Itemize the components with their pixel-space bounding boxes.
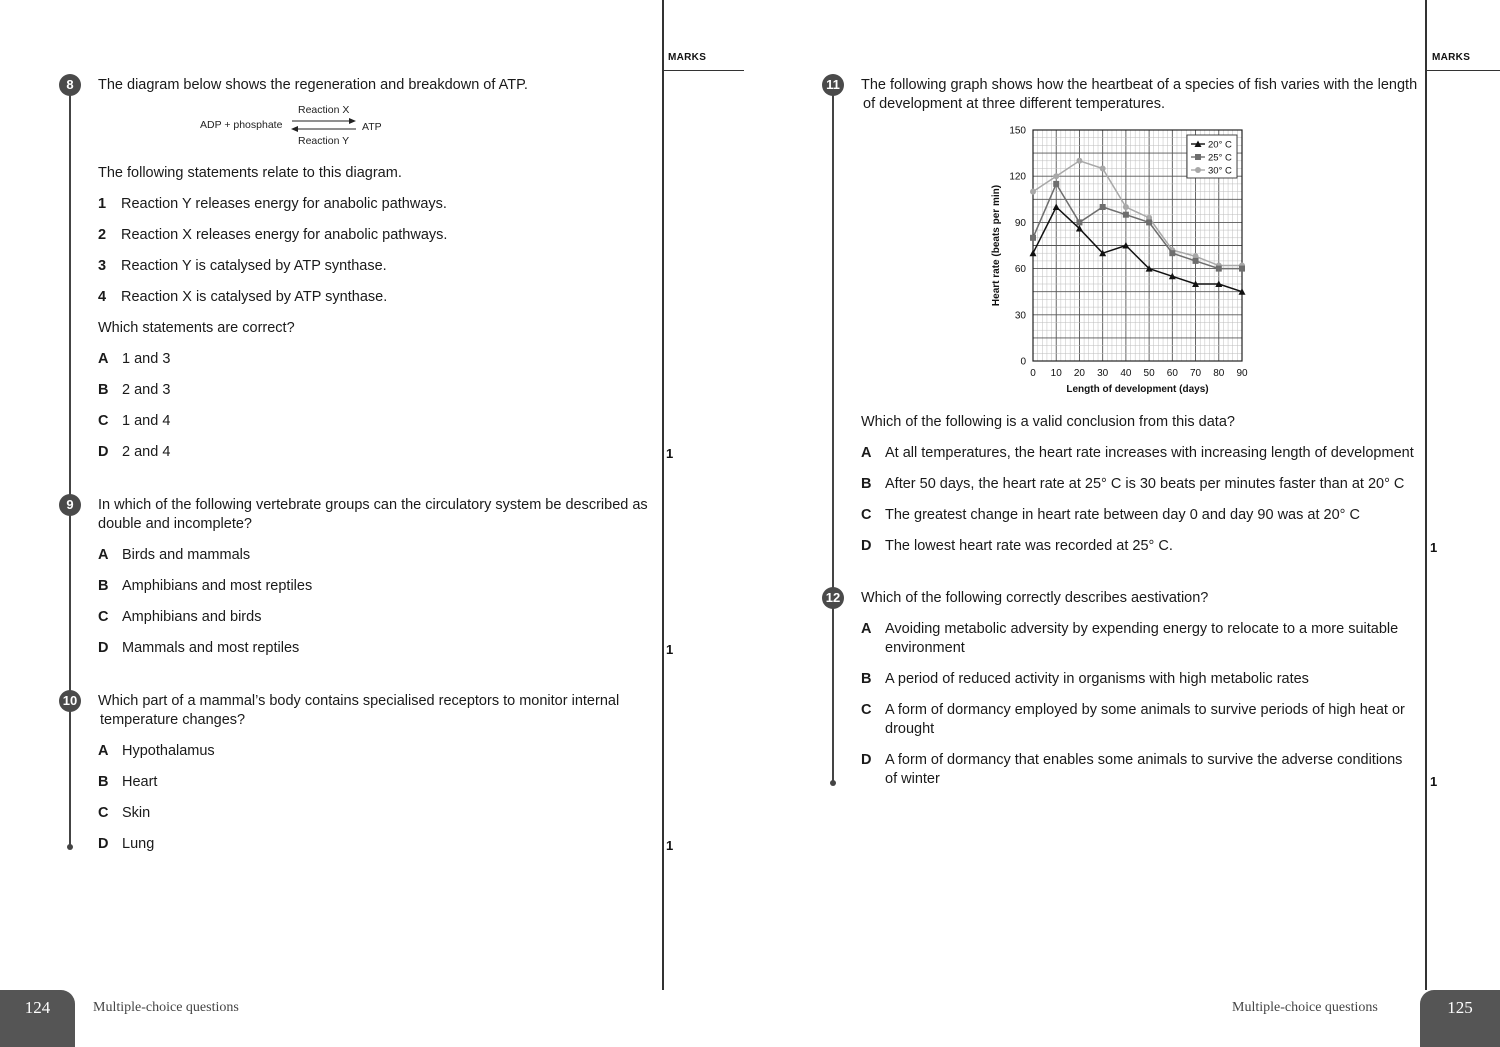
series-line [1033, 184, 1242, 269]
option-letter: D [98, 444, 109, 460]
q11-question: Which of the following is a valid conclusion from this data? [861, 414, 1235, 430]
option-letter: D [861, 538, 872, 554]
q11-marks: 1 [1430, 540, 1438, 555]
question-number-10: 10 [59, 690, 81, 712]
statement-number: 3 [98, 258, 107, 274]
marks-header-right: MARKS [1432, 52, 1471, 63]
data-point [1076, 158, 1082, 164]
data-point [1076, 219, 1082, 225]
option-text: Hypothalamus [122, 743, 215, 759]
right-page-number: 125 [1420, 990, 1500, 1047]
data-point [1053, 173, 1059, 179]
option-text-line2: drought [885, 721, 935, 737]
q8-stem: The diagram below shows the regeneration and breakdown of ATP. [98, 77, 528, 93]
legend-label: 20° C [1208, 139, 1232, 151]
data-point [1100, 166, 1106, 172]
option-text: The greatest change in heart rate between day 0 and day 90 was at 20° C [885, 507, 1360, 523]
series-line [1033, 207, 1242, 292]
option-text: The lowest heart rate was recorded at 25° C. [885, 538, 1173, 554]
option-letter: D [98, 836, 109, 852]
option-letter: C [861, 702, 872, 718]
option-letter: B [98, 774, 109, 790]
option-text-line1: Avoiding metabolic adversity by expending energy to relocate to a more suitable [885, 621, 1399, 637]
option-text: Lung [122, 836, 155, 852]
q8-lead: The following statements relate to this diagram. [98, 165, 402, 181]
option-letter: C [98, 805, 109, 821]
diagram-top-label: Reaction X [298, 104, 350, 116]
option-letter: A [98, 351, 109, 367]
option-letter: D [98, 640, 109, 656]
statement-text: Reaction X releases energy for anabolic pathways. [121, 227, 448, 243]
left-page-number: 124 [0, 990, 75, 1047]
option-letter: B [861, 476, 872, 492]
x-tick-label: 0 [1030, 368, 1036, 379]
diagram-left-label: ADP + phosphate [200, 119, 283, 131]
option-text: Amphibians and most reptiles [122, 578, 313, 594]
option-text-line2: environment [885, 640, 965, 656]
data-point [1239, 266, 1245, 272]
question-number-11: 11 [822, 74, 844, 96]
q10-marks: 1 [666, 838, 674, 853]
option-text: At all temperatures, the heart rate increases with increasing length of development [885, 445, 1414, 461]
statement-number: 1 [98, 196, 107, 212]
diagram-bottom-label: Reaction Y [298, 135, 350, 147]
option-text: 1 and 4 [122, 413, 171, 429]
left-spine-end-dot [67, 844, 73, 850]
option-letter: A [98, 743, 109, 759]
chart-y-axis-label: Heart rate (beats per min) [991, 184, 1002, 307]
option-text: After 50 days, the heart rate at 25° C is 30 beats per minutes faster than at 20° C [885, 476, 1405, 492]
q11-stem-line2: of development at three different temperatures. [863, 96, 1165, 112]
option-text: 2 and 3 [122, 382, 171, 398]
x-tick-label: 70 [1189, 368, 1202, 379]
option-letter: C [861, 507, 872, 523]
option-letter: A [98, 547, 109, 563]
marks-header-rule-left [663, 70, 744, 71]
legend-swatch-marker [1195, 167, 1201, 173]
legend-label: 30° C [1208, 165, 1232, 177]
x-tick-label: 10 [1050, 368, 1062, 379]
question-number-8: 8 [59, 74, 81, 96]
option-text: 2 and 4 [122, 444, 171, 460]
left-marks-column-divider [662, 0, 664, 990]
q10-stem-line1: Which part of a mammal’s body contains specialised receptors to monitor internal [98, 693, 620, 709]
q8-question: Which statements are correct? [98, 320, 295, 336]
data-point [1146, 219, 1152, 225]
q9-stem-line1: In which of the following vertebrate groups can the circulatory system be described as [98, 497, 648, 513]
statement-number: 2 [98, 227, 107, 243]
option-text: Skin [122, 805, 151, 821]
statement-number: 4 [98, 289, 107, 305]
option-text-line1: A form of dormancy that enables some animals to survive the adverse conditions [885, 752, 1403, 768]
x-tick-label: 50 [1143, 368, 1155, 379]
option-letter: C [98, 609, 109, 625]
data-point [1123, 204, 1129, 210]
question-number-9: 9 [59, 494, 81, 516]
option-letter: B [861, 671, 872, 687]
q12-stem: Which of the following correctly describes aestivation? [861, 590, 1209, 606]
option-text-line1: A period of reduced activity in organisms with high metabolic rates [885, 671, 1309, 687]
y-tick-label: 0 [1020, 356, 1026, 368]
option-text: Birds and mammals [122, 547, 251, 563]
option-letter: B [98, 578, 109, 594]
question-number-12: 12 [822, 587, 844, 609]
reaction-arrows [290, 117, 358, 133]
chart-legend [1187, 135, 1237, 178]
heart-rate-chart [980, 120, 1260, 402]
marks-header-left: MARKS [668, 52, 707, 63]
option-text: 1 and 3 [122, 351, 171, 367]
statement-text: Reaction Y releases energy for anabolic pathways. [121, 196, 447, 212]
legend-swatch-marker [1195, 154, 1201, 160]
right-marks-column-divider [1425, 0, 1427, 990]
q8-marks: 1 [666, 446, 674, 461]
y-tick-label: 150 [1009, 125, 1026, 137]
diagram-right-label: ATP [362, 121, 382, 133]
option-letter: A [861, 445, 872, 461]
q9-stem-line2: double and incomplete? [98, 516, 252, 532]
data-point [1193, 258, 1199, 264]
option-text: Mammals and most reptiles [122, 640, 300, 656]
data-point [1216, 266, 1222, 272]
statement-text: Reaction Y is catalysed by ATP synthase. [121, 258, 387, 274]
series-20C [1030, 204, 1246, 295]
data-point [1123, 212, 1129, 218]
data-point [1030, 235, 1036, 241]
y-tick-label: 30 [1014, 310, 1026, 322]
chart-x-axis-label: Length of development (days) [1066, 384, 1209, 395]
option-text: Heart [122, 774, 158, 790]
q9-marks: 1 [666, 642, 674, 657]
right-question-spine [832, 88, 834, 782]
y-tick-label: 60 [1014, 264, 1026, 276]
marks-header-rule-right [1427, 70, 1500, 71]
y-tick-label: 120 [1009, 171, 1026, 183]
option-letter: D [861, 752, 872, 768]
right-spine-end-dot [830, 780, 836, 786]
x-tick-label: 60 [1166, 368, 1178, 379]
option-text-line1: A form of dormancy employed by some animals to survive periods of high heat or [885, 702, 1405, 718]
option-letter: C [98, 413, 109, 429]
x-tick-label: 90 [1236, 368, 1248, 379]
data-point [1030, 189, 1036, 195]
legend-label: 25° C [1208, 152, 1232, 164]
left-question-spine [69, 88, 71, 845]
option-text: Amphibians and birds [122, 609, 262, 625]
q12-marks: 1 [1430, 774, 1438, 789]
x-tick-label: 80 [1213, 368, 1225, 379]
data-point [1053, 181, 1059, 187]
atp-reaction-diagram [200, 104, 400, 148]
q10-stem-line2: temperature changes? [100, 712, 246, 728]
x-tick-label: 40 [1120, 368, 1132, 379]
option-letter: A [861, 621, 872, 637]
left-footer-title: Multiple-choice questions [93, 1000, 239, 1015]
y-tick-label: 90 [1014, 217, 1026, 229]
right-footer-title: Multiple-choice questions [1232, 1000, 1378, 1015]
x-tick-label: 20 [1073, 368, 1086, 379]
option-text-line2: of winter [885, 771, 940, 787]
q11-stem-line1: The following graph shows how the heartbeat of a species of fish varies with the length [861, 77, 1418, 93]
data-point [1100, 204, 1106, 210]
x-tick-label: 30 [1097, 368, 1109, 379]
data-point [1169, 250, 1175, 256]
statement-text: Reaction X is catalysed by ATP synthase. [121, 289, 388, 305]
option-letter: B [98, 382, 109, 398]
